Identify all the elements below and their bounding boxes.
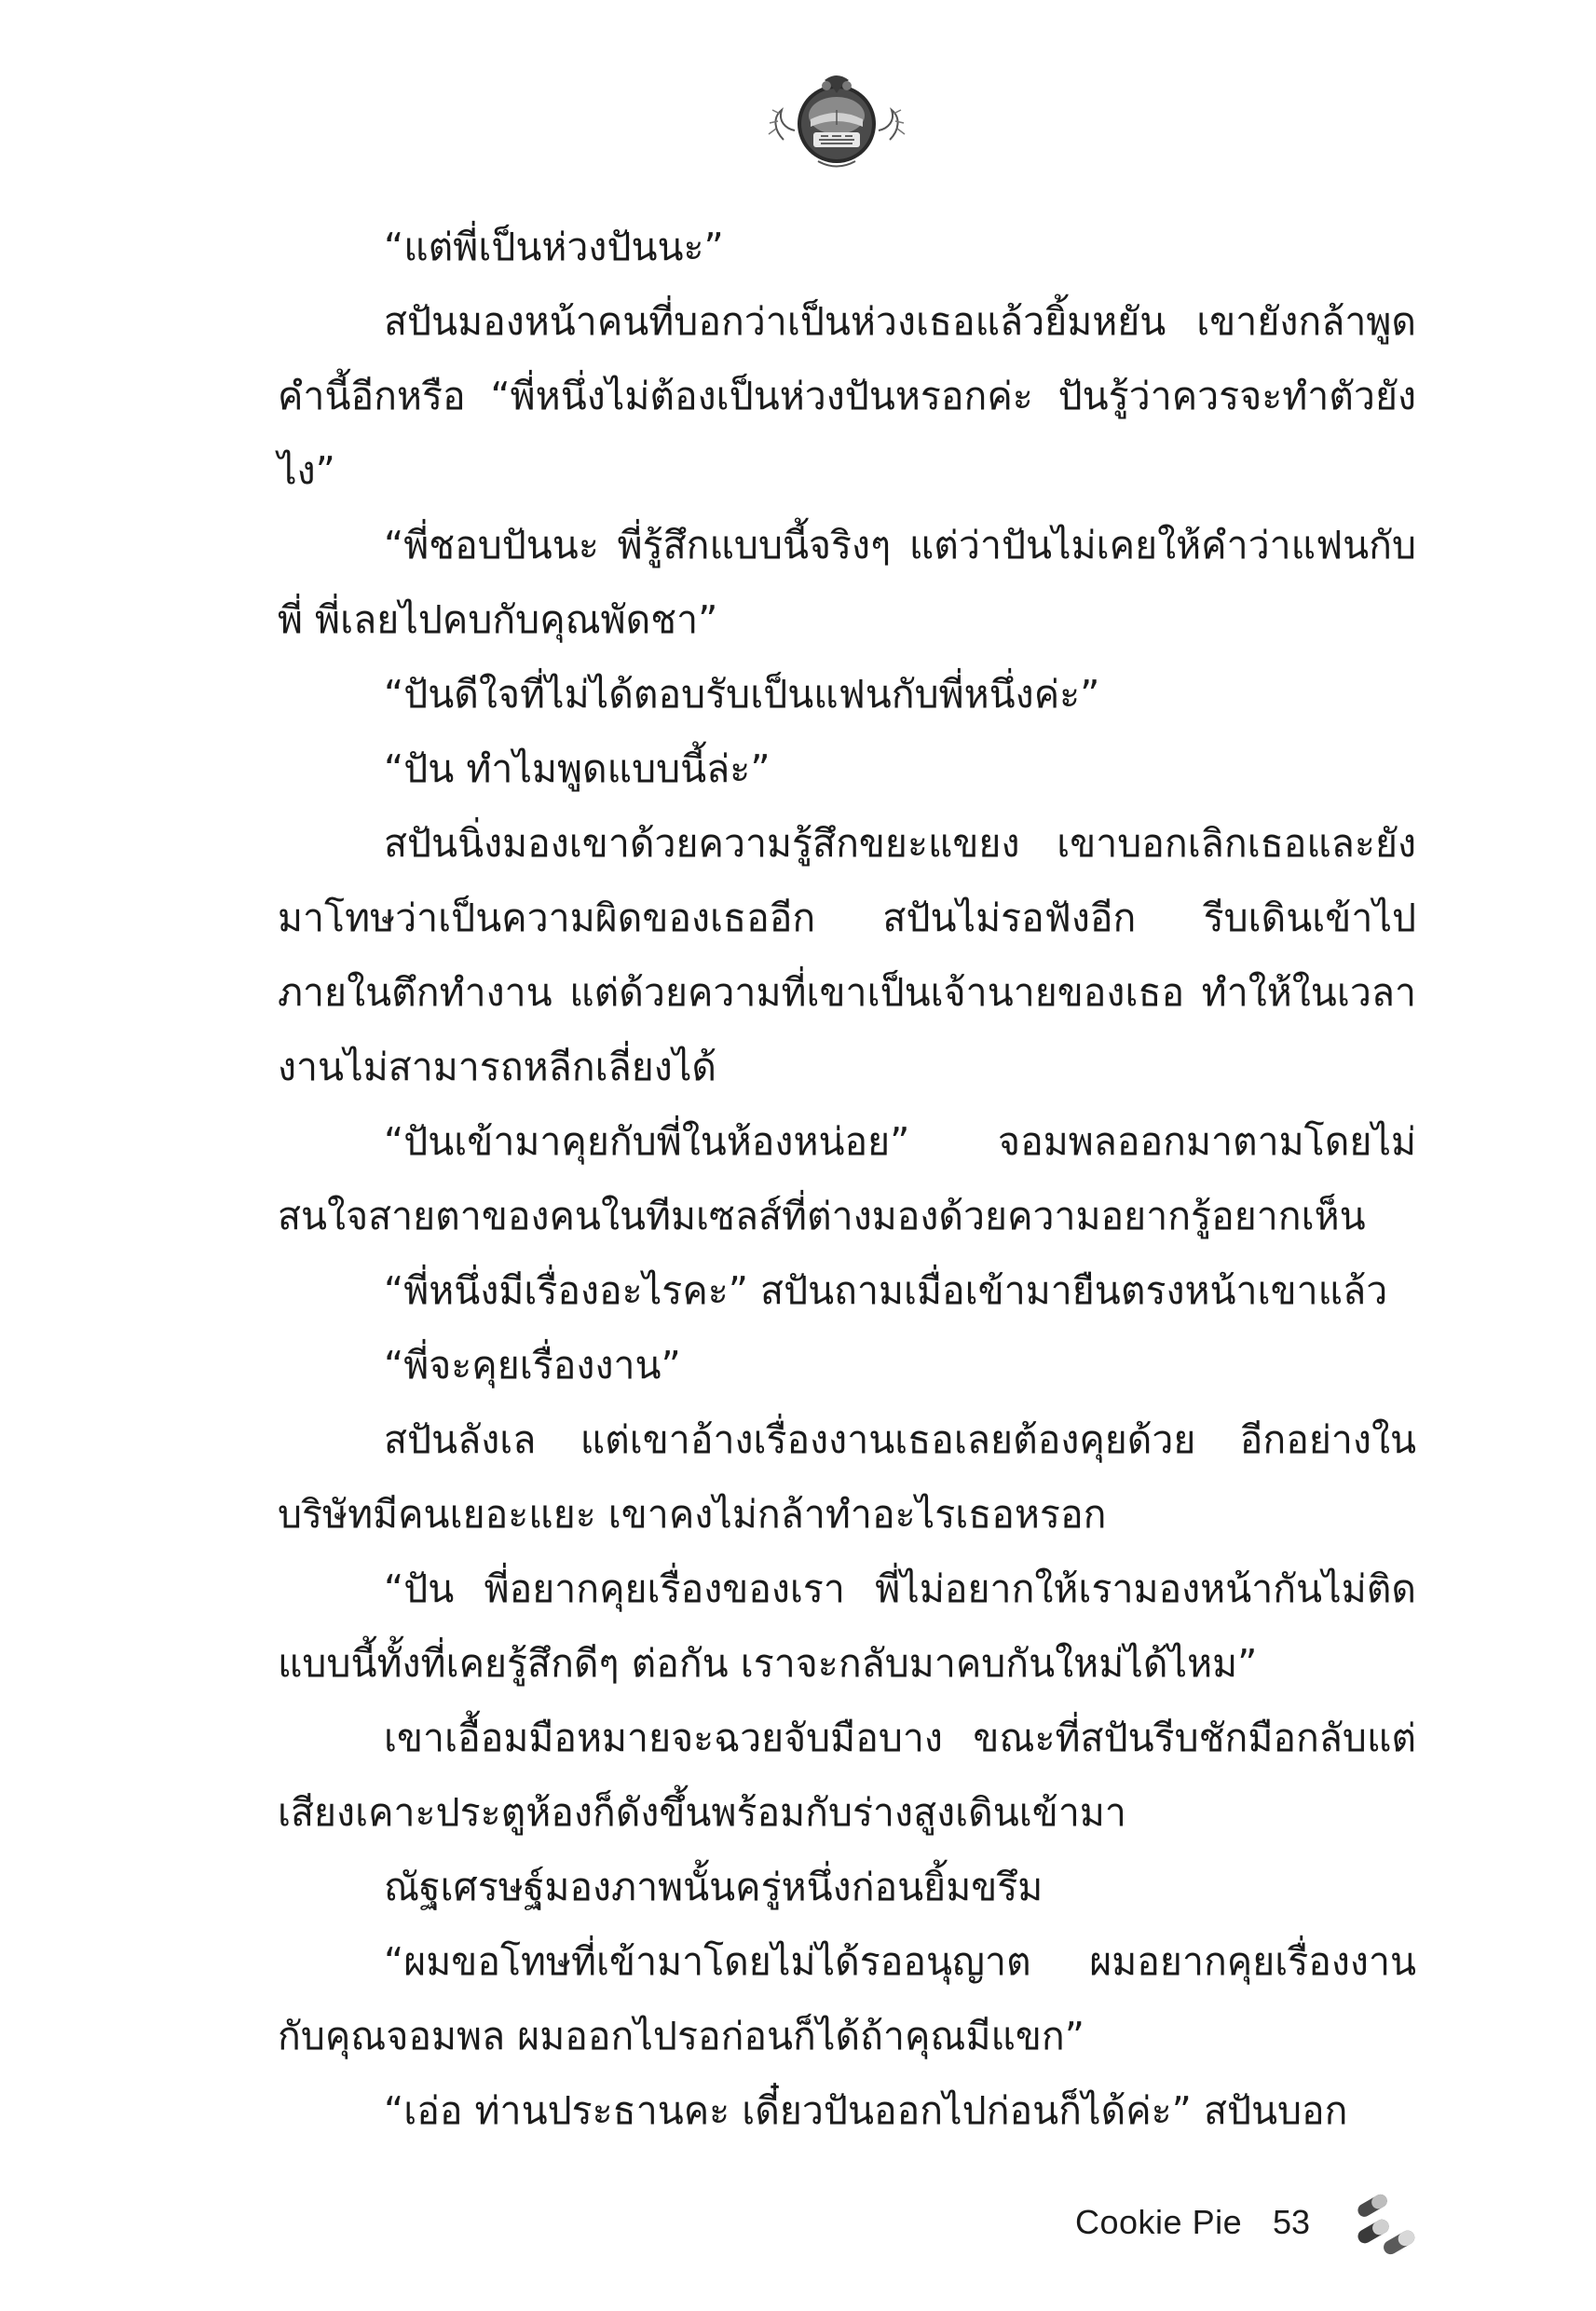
paragraph: “เอ่อ ท่านประธานคะ เดี๋ยวปันออกไปก่อนก็ได้ค่ะ” สปันบอก bbox=[384, 2088, 1348, 2133]
ornamental-book-emblem-icon bbox=[767, 73, 907, 175]
paragraph: “แต่พี่เป็นห่วงปันนะ” bbox=[384, 225, 724, 269]
paragraph: “ผมขอโทษที่เข้ามาโดยไม่ได้รออนุญาต ผมอยากคุยเรื่องงานกับคุณจอมพล ผมออกไปรอก่อนก็ได้ถ้าคุณมีแขก” bbox=[278, 1939, 1416, 2058]
paragraph: “ปันดีใจที่ไม่ได้ตอบรับเป็นแฟนกับพี่หนึ่งค่ะ” bbox=[384, 672, 1100, 717]
paragraph: “พี่จะคุยเรื่องงาน” bbox=[384, 1343, 681, 1388]
paragraph: “ปันเข้ามาคุยกับพี่ในห้องหน่อย” จอมพลออกมาตามโดยไม่สนใจสายตาของคนในทีมเซลส์ที่ต่างมองด้วยความอยากรู้อยากเห็น bbox=[278, 1119, 1416, 1238]
paragraph: “พี่ชอบปันนะ พี่รู้สึกแบบนี้จริงๆ แต่ว่าปันไม่เคยให้คำว่าแฟนกับพี่ พี่เลยไปคบกับคุณพัดชา” bbox=[278, 523, 1416, 642]
story-text bbox=[278, 210, 1416, 2148]
paragraph: “ปัน ทำไมพูดแบบนี้ล่ะ” bbox=[384, 746, 771, 791]
paragraph: สปันมองหน้าคนที่บอกว่าเป็นห่วงเธอแล้วยิ้มหยัน เขายังกล้าพูดคำนี้อีกหรือ “พี่หนึ่งไม่ต้องเป็นห่วงปันหรอกค่ะ ปันรู้ว่าควรจะทำตัวยังไง” bbox=[278, 299, 1416, 493]
paragraph: สปันนิ่งมองเขาด้วยความรู้สึกขยะแขยง เขาบอกเลิกเธอและยังมาโทษว่าเป็นความผิดของเธออีก สปันไม่รอฟังอีก รีบเดินเข้าไปภายในตึกทำงาน แต่ด้วยความที่เขาเป็นเจ้านายของเธอ ทำให้ในเวลางานไม่สามารถหลีกเลี่ยงได้ bbox=[278, 821, 1416, 1089]
publisher-name: Cookie Pie bbox=[1075, 2203, 1243, 2241]
cookie-pie-logo-icon bbox=[1344, 2190, 1419, 2264]
paragraph: ณัฐเศรษฐ์มองภาพนั้นครู่หนึ่งก่อนยิ้มขรึม bbox=[384, 1865, 1044, 1909]
page-number: 53 bbox=[1273, 2203, 1311, 2241]
paragraph: สปันลังเล แต่เขาอ้างเรื่องงานเธอเลยต้องคุยด้วย อีกอย่างในบริษัทมีคนเยอะแยะ เขาคงไม่กล้าทำอะไรเธอหรอก bbox=[278, 1417, 1416, 1537]
paragraph: “ปัน พี่อยากคุยเรื่องของเรา พี่ไม่อยากให้เรามองหน้ากันไม่ติดแบบนี้ทั้งที่เคยรู้สึกดีๆ ต่อกัน เราจะกลับมาคบกันใหม่ได้ไหม” bbox=[278, 1566, 1416, 1686]
paragraph: เขาเอื้อมมือหมายจะฉวยจับมือบาง ขณะที่สปันรีบชักมือกลับแต่เสียงเคาะประตูห้องก็ดังขึ้นพร้อมกับร่างสูงเดินเข้ามา bbox=[278, 1716, 1416, 1835]
paragraph: “พี่หนึ่งมีเรื่องอะไรคะ” สปันถามเมื่อเข้ามายืนตรงหน้าเขาแล้ว bbox=[384, 1268, 1388, 1313]
page-footer bbox=[1062, 2190, 1435, 2264]
